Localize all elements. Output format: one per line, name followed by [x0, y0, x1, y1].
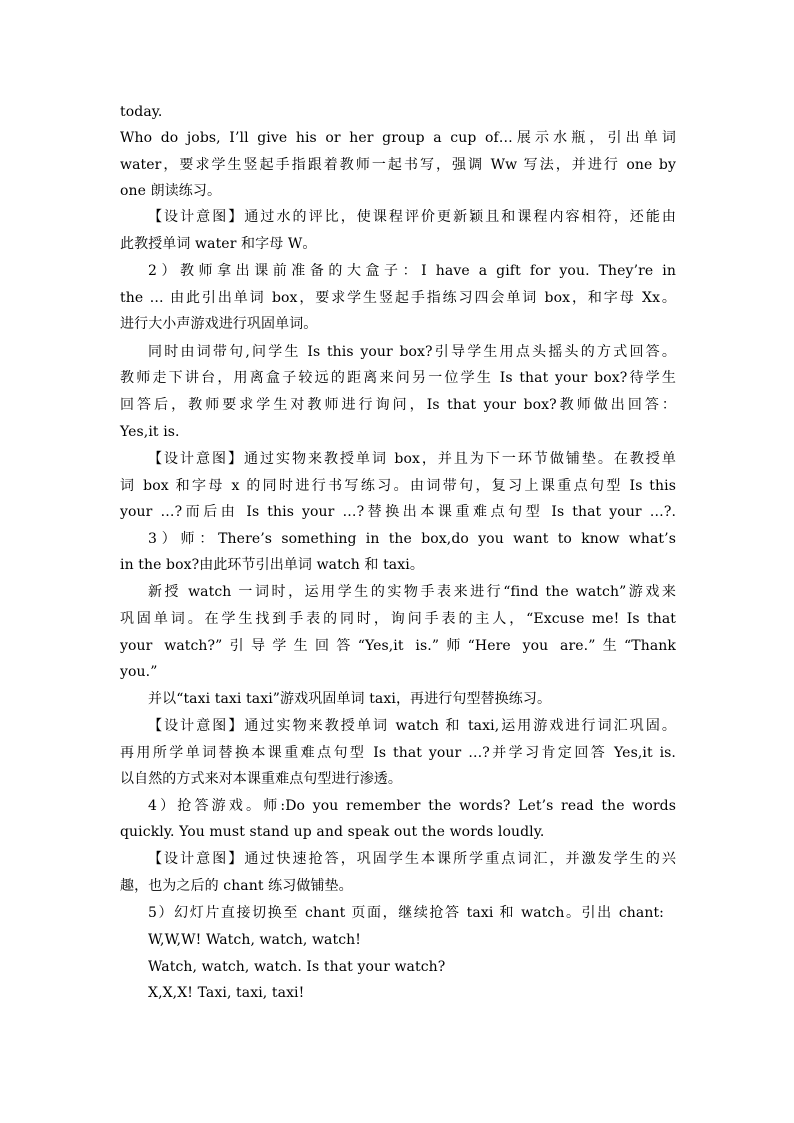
text-line: 5）幻灯片直接切换至 chant 页面，继续抢答 taxi 和 watch。引出 chant: — [148, 905, 664, 921]
text-line: you.” — [120, 664, 158, 680]
text-line: Yes,it is. — [120, 424, 180, 440]
text-line: today. — [120, 104, 163, 120]
text-line: 3）师：There’s something in the box,do you want to know what’s — [148, 531, 676, 547]
text-line: Who do jobs, I’ll give his or her group a cup of…展示水瓶，引出单词 — [120, 130, 676, 146]
text-line: 进行大小声游戏进行巩固单词。 — [120, 316, 318, 332]
text-line: 巩固单词。在学生找到手表的同时，询问手表的主人，“Excuse me! Is that — [120, 611, 676, 627]
text-line: 4）抢答游戏。师:Do you remember the words? Let’s read the words — [148, 798, 676, 814]
text-line: 同时由词带句,问学生 Is this your box?引导学生用点头摇头的方式回答。 — [148, 344, 676, 360]
text-line: your watch?”引导学生回答“Yes,it is.”师“Here you are.”生“Thank — [120, 638, 676, 654]
text-line: 【设计意图】通过实物来教授单词 watch 和 taxi,运用游戏进行词汇巩固。 — [148, 718, 676, 734]
text-line: 【设计意图】通过快速抢答，巩固学生本课所学重点词汇，并激发学生的兴 — [148, 851, 676, 867]
text-line: your …?而后由 Is this your …?替换出本课重难点句型 Is that your …?. — [120, 504, 676, 520]
text-line: 【设计意图】通过水的评比，使课程评价更新颖且和课程内容相符，还能由 — [148, 209, 676, 225]
text-line: X,X,X! Taxi, taxi, taxi! — [148, 985, 305, 1001]
text-line: quickly. You must stand up and speak out the words loudly. — [120, 824, 545, 840]
text-line: W,W,W! Watch, watch, watch! — [148, 932, 362, 948]
text-line: 此教授单词 water 和字母 W。 — [120, 236, 317, 252]
text-line: 2）教师拿出课前准备的大盒子：I have a gift for you. They’re in — [148, 263, 676, 279]
text-line: the … 由此引出单词 box，要求学生竖起手指练习四会单词 box，和字母 Xx。 — [120, 290, 676, 306]
text-line: 教师走下讲台，用离盒子较远的距离来问另一位学生 Is that your box?待学生 — [120, 370, 676, 386]
text-line: 以自然的方式来对本课重难点句型进行渗透。 — [120, 771, 402, 787]
text-line: 并以“taxi taxi taxi”游戏巩固单词 taxi，再进行句型替换练习。 — [148, 691, 552, 707]
text-line: in the box?由此环节引出单词 watch 和 taxi。 — [120, 557, 424, 573]
text-line: 词 box 和字母 x 的同时进行书写练习。由词带句，复习上课重点句型 Is this — [120, 478, 676, 494]
text-line: water，要求学生竖起手指跟着教师一起书写，强调 Ww 写法，并进行 one by — [120, 157, 676, 173]
text-line: 趣，也为之后的 chant 练习做铺垫。 — [120, 878, 353, 894]
text-line: Watch, watch, watch. Is that your watch? — [148, 959, 446, 975]
text-line: 【设计意图】通过实物来教授单词 box，并且为下一环节做铺垫。在教授单 — [148, 451, 676, 467]
text-line: one 朗读练习。 — [120, 183, 222, 199]
text-line: 新授 watch 一词时，运用学生的实物手表来进行“find the watch”游戏来 — [148, 584, 676, 600]
text-line: 回答后，教师要求学生对教师进行询问，Is that your box?教师做出回答： — [120, 397, 676, 413]
text-line: 再用所学单词替换本课重难点句型 Is that your …?并学习肯定回答 Yes,it is. — [120, 745, 676, 761]
